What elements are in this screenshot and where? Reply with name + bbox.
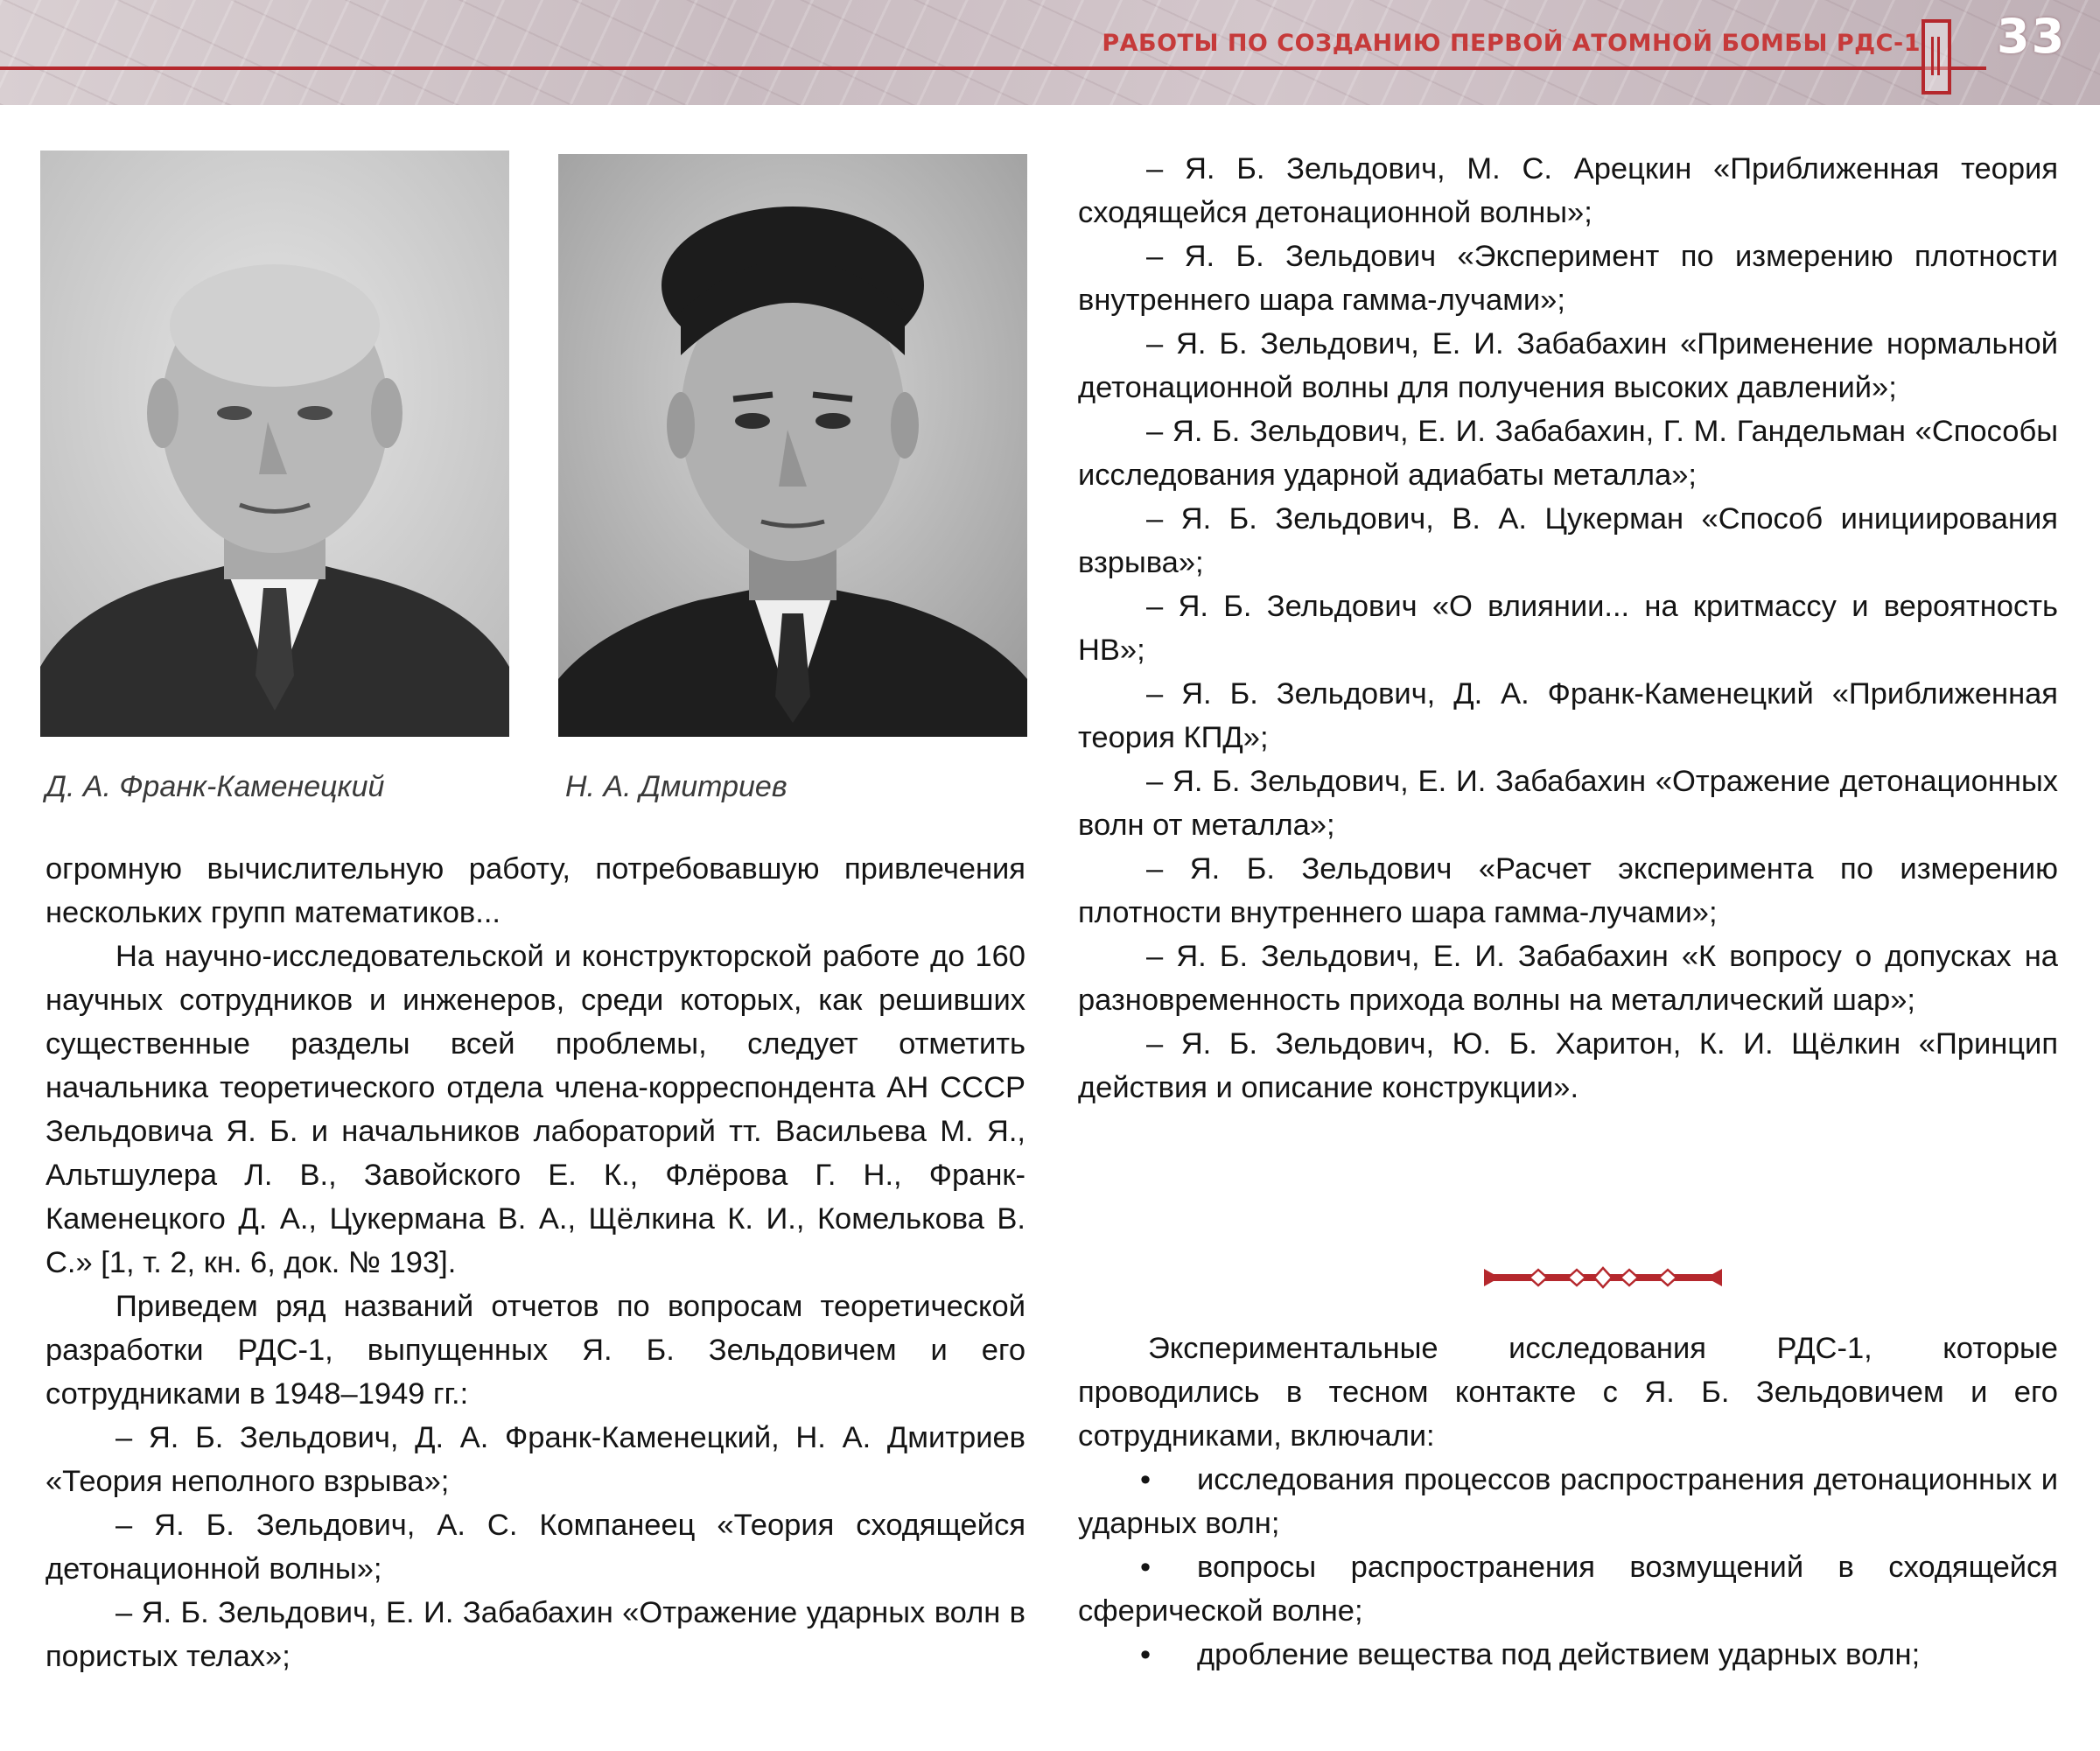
report-list-item: – Я. Б. Зельдович, Е. И. Забабахин «К вопросу о допусках на разновременность прихода волны на металлический шар»; — [1078, 940, 2058, 1017]
paragraph: огромную вычислительную работу, потребовавшую привлечения нескольких групп математиков... — [46, 852, 1026, 929]
page-header — [0, 0, 2100, 105]
right-column-text — [1078, 147, 2058, 1110]
report-list-item: – Я. Б. Зельдович, М. С. Арецкин «Приближенная теория сходящейся детонационной волны»; — [1078, 152, 2058, 229]
bullet-icon: • — [1139, 1551, 1152, 1584]
report-list-item: – Я. Б. Зельдович, Е. И. Забабахин «Отражение ударных волн в пористых телах»; — [46, 1596, 1026, 1673]
bullet-item — [1078, 1633, 2058, 1677]
left-column-text — [46, 847, 1026, 1678]
bullet-text: исследования процессов распространения детонационных и ударных волн; — [1078, 1463, 2058, 1540]
photo-caption-2: Н. А. Дмитриев — [565, 770, 788, 803]
report-list-item: – Я. Б. Зельдович, В. А. Цукерман «Способ инициирования взрыва»; — [1078, 502, 2058, 579]
paragraph: На научно-исследовательской и конструкторской работе до 160 научных сотрудников и инженеров, среди которых, как решивших существенные разделы всей проблемы, следует отметить начальника теоретического отдела члена-корреспондента АН СССР Зельдовича Я. Б. и начальников лабораторий тт. Васильева М. Я., Альтшулера Л. В., Завойского Е. К., Флёрова Г. Н., Франк-Каменецкого Д. А., Цукермана В. А., Щёлкина К. И., Комелькова В. С.» [1, т. 2, кн. 6, док. № 193]. — [46, 940, 1026, 1279]
portrait-photo-dmitriev — [558, 154, 1027, 737]
bullet-text: дробление вещества под действием ударных волн; — [1197, 1638, 1921, 1671]
running-title: РАБОТЫ ПО СОЗДАНИЮ ПЕРВОЙ АТОМНОЙ БОМБЫ РДС-1 — [1102, 30, 1921, 57]
page-number: 33 — [1997, 9, 2067, 64]
report-list-item: – Я. Б. Зельдович, А. С. Компанеец «Теория сходящейся детонационной волны»; — [46, 1509, 1026, 1586]
portrait-photo-frank-kamenetsky — [40, 151, 509, 737]
ornament-divider-icon — [1484, 1266, 1722, 1289]
header-rule — [0, 67, 1986, 70]
report-list-item: – Я. Б. Зельдович, Е. И. Забабахин «Отражение детонационных волн от металла»; — [1078, 765, 2058, 842]
report-list-item: – Я. Б. Зельдович «О влиянии... на критмассу и вероятность НВ»; — [1078, 590, 2058, 667]
paragraph: Приведем ряд названий отчетов по вопросам теоретической разработки РДС-1, выпущенных Я. Б. Зельдовичем и его сотрудниками в 1948–1949 гг.: — [46, 1290, 1026, 1411]
bullet-icon: • — [1139, 1463, 1152, 1496]
bullet-icon: • — [1139, 1638, 1152, 1671]
report-list-item: – Я. Б. Зельдович, Е. И. Забабахин «Применение нормальной детонационной волны для получения высоких давлений»; — [1078, 327, 2058, 404]
report-list-item: – Я. Б. Зельдович, Д. А. Франк-Каменецкий, Н. А. Дмитриев «Теория неполного взрыва»; — [46, 1421, 1026, 1498]
bullet-text: вопросы распространения возмущений в сходящейся сферической волне; — [1078, 1551, 2058, 1628]
photo-caption-1: Д. А. Франк-Каменецкий — [46, 770, 385, 803]
report-list-item: – Я. Б. Зельдович «Расчет эксперимента по измерению плотности внутреннего шара гамма-лучами»; — [1078, 852, 2058, 929]
report-list-item: – Я. Б. Зельдович, Д. А. Франк-Каменецкий «Приближенная теория КПД»; — [1078, 677, 2058, 754]
bullet-item — [1078, 1545, 2058, 1633]
portrait-image — [558, 154, 1027, 737]
report-list-item: – Я. Б. Зельдович, Ю. Б. Харитон, К. И. Щёлкин «Принцип действия и описание конструкции». — [1078, 1027, 2058, 1104]
experiments-section — [1078, 1327, 2058, 1677]
report-list-item: – Я. Б. Зельдович, Е. И. Забабахин, Г. М. Гандельман «Способы исследования ударной адиабаты металла»; — [1078, 415, 2058, 492]
page-tab-icon — [1922, 19, 1951, 95]
portrait-image — [40, 151, 509, 737]
bullet-item — [1078, 1458, 2058, 1545]
experiments-intro: Экспериментальные исследования РДС-1, которые проводились в тесном контакте с Я. Б. Зельдовичем и его сотрудниками, включали: — [1078, 1332, 2058, 1453]
report-list-item: – Я. Б. Зельдович «Эксперимент по измерению плотности внутреннего шара гамма-лучами»; — [1078, 240, 2058, 317]
